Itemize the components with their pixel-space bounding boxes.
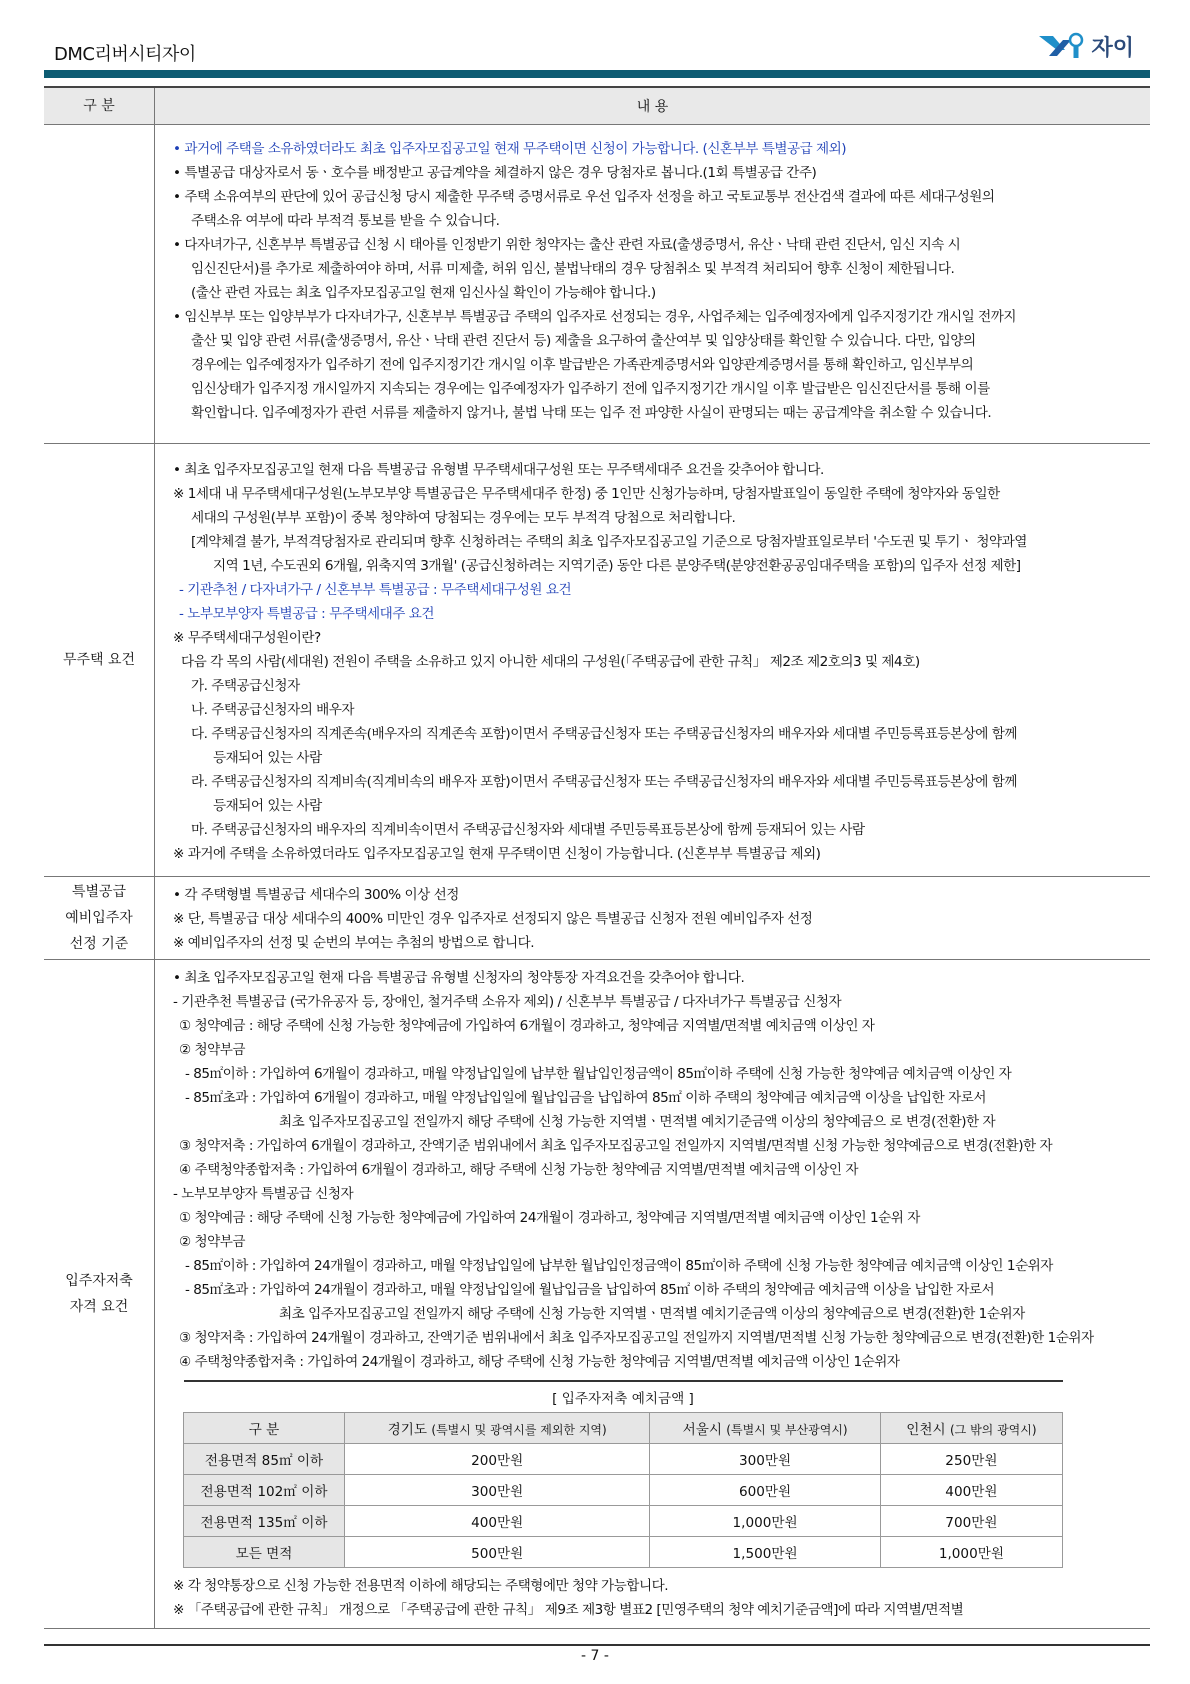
label-line: 특별공급	[71, 884, 127, 900]
text-line: 세대의 구성원(부부 포함)이 중복 청약하여 당첨되는 경우에는 모두 부적격 당첨으로 처리합니다.	[191, 510, 736, 526]
section-nohouse-row	[44, 444, 1150, 877]
header-bar	[44, 70, 1150, 78]
deposit-col-category: 구 분	[184, 1413, 345, 1444]
deposit-table-title: [ 입주자저축 예치금액 ]	[184, 1381, 1063, 1413]
text-line: 지역 1년, 수도권외 6개월, 위축지역 3개월' (공급신청하려는 지역기준) 동안 다른 분양주택(분양전환공공임대주택을 포함)의 입주자 선정 제한]	[213, 558, 1021, 574]
text-line: 임신진단서)를 추가로 제출하여야 하며, 서류 미제출, 허위 임신, 불법낙태의 경우 당첨취소 및 부적격 처리되어 향후 신청이 제한됩니다.	[191, 261, 955, 277]
section-savings-label	[44, 960, 155, 1629]
cell-value: 300만원	[650, 1444, 880, 1475]
text-line: - 기관추천 특별공급 (국가유공자 등, 장애인, 철거주택 소유자 제외) / 신혼부부 특별공급 / 다자녀가구 특별공급 신청자	[173, 994, 842, 1010]
text-line: ※ 1세대 내 무주택세대구성원(노부모부양 특별공급은 무주택세대주 한정) 중 1인만 신청가능하며, 당첨자발표일이 동일한 주택에 청약자와 동일한	[173, 486, 1000, 502]
row-label: 모든 면적	[184, 1537, 345, 1568]
section-reserve-content	[155, 877, 1151, 960]
text-line: • 최초 입주자모집공고일 현재 다음 특별공급 유형별 무주택세대구성원 또는 무주택세대주 요건을 갖추어야 합니다.	[173, 462, 824, 478]
section-top-row	[44, 125, 1150, 444]
text-line: - 85㎡이하 : 가입하여 6개월이 경과하고, 매월 약정납입일에 납부한 월납입인정금액이 85㎡이하 주택에 신청 가능한 청약예금 예치금액 이상인 자	[185, 1066, 1012, 1082]
text-line: ③ 청약저축 : 가입하여 24개월이 경과하고, 잔액기준 범위내에서 최초 입주자모집공고일 전일까지 지역별/면적별 신청 가능한 청약예금으로 변경(전환)한 1순위자	[179, 1330, 1094, 1346]
xi-logo-icon	[1035, 30, 1085, 62]
label-line: 선정 기준	[69, 936, 129, 952]
text-line: ※ 무주택세대구성원이란?	[173, 630, 321, 646]
col-sub: (그 밖의 광역시)	[950, 1423, 1037, 1437]
text-line: 출산 및 입양 관련 서류(출생증명서, 유산ㆍ낙태 관련 진단서 등) 제출을 요구하여 출산여부 및 입양상태를 확인할 수 있습니다. 다만, 입양의	[191, 333, 976, 349]
section-nohouse-content	[155, 444, 1151, 877]
table-row	[184, 1475, 1063, 1506]
text-line: ※ 과거에 주택을 소유하였더라도 입주자모집공고일 현재 무주택이면 신청이 가능합니다. (신혼부부 특별공급 제외)	[173, 846, 821, 862]
header-category: 구 분	[44, 87, 155, 125]
text-line: 임신상태가 입주지정 개시일까지 지속되는 경우에는 입주예정자가 입주하기 전에 입주지정기간 개시일 이후 발급받은 임신진단서를 통해 이를	[191, 381, 990, 397]
text-line: • 다자녀가구, 신혼부부 특별공급 신청 시 태아를 인정받기 위한 청약자는 출산 관련 자료(출생증명서, 유산ㆍ낙태 관련 진단서, 임신 지속 시	[173, 237, 961, 253]
header-content: 내 용	[155, 87, 1151, 125]
text-line: 가. 주택공급신청자	[191, 678, 300, 694]
cell-value: 700만원	[880, 1506, 1062, 1537]
text-line: • 특별공급 대상자로서 동ㆍ호수를 배정받고 공급계약을 체결하지 않은 경우 당첨자로 봅니다.(1회 특별공급 간주)	[173, 165, 817, 181]
text-line: 등재되어 있는 사람	[213, 798, 322, 814]
deposit-table	[183, 1380, 1063, 1568]
text-line: - 85㎡이하 : 가입하여 24개월이 경과하고, 매월 약정납입일에 납부한 월납입인정금액이 85㎡이하 주택에 신청 가능한 청약예금 예치금액 이상인 1순위자	[185, 1258, 1053, 1274]
cell-value: 300만원	[345, 1475, 650, 1506]
section-top-label	[44, 125, 155, 444]
cell-value: 200만원	[345, 1444, 650, 1475]
cell-value: 600만원	[650, 1475, 880, 1506]
text-line: [계약체결 불가, 부적격당첨자로 관리되며 향후 신청하려는 주택의 최초 입주자모집공고일 기준으로 당첨자발표일로부터 '수도권 및 투기ㆍ 청약과열	[191, 534, 1027, 550]
text-line: • 임신부부 또는 입양부부가 다자녀가구, 신혼부부 특별공급 주택의 입주자로 선정되는 경우, 사업주체는 입주예정자에게 입주지정기간 개시일 전까지	[173, 309, 1016, 325]
cell-value: 1,000만원	[650, 1506, 880, 1537]
text-line: • 최초 입주자모집공고일 현재 다음 특별공급 유형별 신청자의 청약통장 자격요건을 갖추어야 합니다.	[173, 970, 745, 986]
section-savings-row	[44, 960, 1150, 1629]
logo-text: 자이	[1091, 35, 1134, 61]
col-main: 경기도	[387, 1422, 428, 1438]
col-main: 서울시	[682, 1422, 722, 1438]
text-line: - 기관추천 / 다자녀가구 / 신혼부부 특별공급 : 무주택세대구성원 요건	[179, 582, 572, 598]
page-number: - 7 -	[581, 1648, 609, 1664]
cell-value: 500만원	[345, 1537, 650, 1568]
cell-value: 400만원	[345, 1506, 650, 1537]
text-line: ① 청약예금 : 해당 주택에 신청 가능한 청약예금에 가입하여 24개월이 경과하고, 청약예금 지역별/면적별 예치금액 이상인 1순위 자	[179, 1210, 920, 1226]
deposit-col-incheon	[880, 1413, 1062, 1444]
text-line: 주택소유 여부에 따라 부적격 통보를 받을 수 있습니다.	[191, 213, 500, 229]
page-header	[44, 30, 1150, 70]
text-line: ③ 청약저축 : 가입하여 6개월이 경과하고, 잔액기준 범위내에서 최초 입주자모집공고일 전일까지 지역별/면적별 신청 가능한 청약예금으로 변경(전환)한 자	[179, 1138, 1053, 1154]
text-line: 다. 주택공급신청자의 직계존속(배우자의 직계존속 포함)이면서 주택공급신청자 또는 주택공급신청자의 배우자와 세대별 주민등록표등본상에 함께	[191, 726, 1017, 742]
deposit-table-title-row	[184, 1381, 1063, 1413]
section-top-content	[155, 125, 1151, 444]
text-line: (출산 관련 자료는 최초 입주자모집공고일 현재 임신사실 확인이 가능해야 합니다.)	[191, 285, 656, 301]
footer-divider	[44, 1644, 1150, 1646]
text-line: ※ 단, 특별공급 대상 세대수의 400% 미만인 경우 입주자로 선정되지 않은 특별공급 신청자 전원 예비입주자 선정	[173, 911, 813, 927]
text-line: - 노부모부양자 특별공급 : 무주택세대주 요건	[179, 606, 434, 622]
table-row	[184, 1537, 1063, 1568]
text-line: • 주택 소유여부의 판단에 있어 공급신청 당시 제출한 무주택 증명서류로 우선 입주자 선정을 하고 국토교통부 전산검색 결과에 따른 세대구성원의	[173, 189, 995, 205]
deposit-col-seoul	[650, 1413, 880, 1444]
text-line: 라. 주택공급신청자의 직계비속(직계비속의 배우자 포함)이면서 주택공급신청자 또는 주택공급신청자의 배우자와 세대별 주민등록표등본상에 함께	[191, 774, 1017, 790]
table-header-row	[44, 87, 1150, 125]
cell-value: 1,000만원	[880, 1537, 1062, 1568]
text-line: ④ 주택청약종합저축 : 가입하여 24개월이 경과하고, 해당 주택에 신청 가능한 청약예금 지역별/면적별 예치금액 이상인 1순위자	[179, 1354, 900, 1370]
text-line: ① 청약예금 : 해당 주택에 신청 가능한 청약예금에 가입하여 6개월이 경과하고, 청약예금 지역별/면적별 예치금액 이상인 자	[179, 1018, 875, 1034]
row-label: 전용면적 85㎡ 이하	[184, 1444, 345, 1475]
text-line: - 노부모부양자 특별공급 신청자	[173, 1186, 354, 1202]
cell-value: 1,500만원	[650, 1537, 880, 1568]
text-line: 나. 주택공급신청자의 배우자	[191, 702, 355, 718]
col-sub: (특별시 및 광역시를 제외한 지역)	[431, 1423, 607, 1437]
text-line: 경우에는 입주예정자가 입주하기 전에 입주지정기간 개시일 이후 발급받은 가족관계증명서와 입양관계증명서를 통해 확인하고, 임신부부의	[191, 357, 974, 373]
text-line: ② 청약부금	[179, 1234, 246, 1250]
note-line: ※ 각 청약통장으로 신청 가능한 전용면적 이하에 해당되는 주택형에만 청약 가능합니다.	[173, 1578, 669, 1594]
cell-value: 400만원	[880, 1475, 1062, 1506]
section-reserve-row	[44, 877, 1150, 960]
content-table	[44, 86, 1150, 1629]
text-line: 다음 각 목의 사람(세대원) 전원이 주택을 소유하고 있지 아니한 세대의 구성원(「주택공급에 관한 규칙」 제2조 제2호의3 및 제4호)	[181, 654, 920, 670]
section-nohouse-label: 무주택 요건	[44, 444, 155, 877]
note-line: ※ 「주택공급에 관한 규칙」 개정으로 「주택공급에 관한 규칙」 제9조 제3항 별표2 [민영주택의 청약 예치기준금액]에 따라 지역별/면적별	[173, 1602, 964, 1618]
text-line: 최초 입주자모집공고일 전일까지 해당 주택에 신청 가능한 지역별ㆍ면적별 예치기준금액 이상의 청약예금으 로 변경(전환)한 자	[279, 1114, 996, 1130]
text-line: - 85㎡초과 : 가입하여 24개월이 경과하고, 매월 약정납입일에 월납입금을 납입하여 85㎡ 이하 주택의 청약예금 예치금액 이상을 납입한 자로서	[185, 1282, 995, 1298]
row-label: 전용면적 102㎡ 이하	[184, 1475, 345, 1506]
text-line: ※ 예비입주자의 선정 및 순번의 부여는 추첨의 방법으로 합니다.	[173, 935, 535, 951]
text-line: • 각 주택형별 특별공급 세대수의 300% 이상 선정	[173, 887, 459, 903]
text-line: 확인합니다. 입주예정자가 관련 서류를 제출하지 않거나, 불법 낙태 또는 입주 전 파양한 사실이 판명되는 때는 공급계약을 취소할 수 있습니다.	[191, 405, 992, 421]
text-line: 등재되어 있는 사람	[213, 750, 322, 766]
label-line: 예비입주자	[65, 910, 133, 926]
col-main: 인천시	[906, 1422, 946, 1438]
col-sub: (특별시 및 부산광역시)	[726, 1423, 848, 1437]
label-line: 자격 요건	[69, 1299, 129, 1315]
table-row	[184, 1506, 1063, 1537]
cell-value: 250만원	[880, 1444, 1062, 1475]
row-label: 전용면적 135㎡ 이하	[184, 1506, 345, 1537]
section-savings-content	[155, 960, 1151, 1629]
text-line: • 과거에 주택을 소유하였더라도 최초 입주자모집공고일 현재 무주택이면 신청이 가능합니다. (신혼부부 특별공급 제외)	[173, 141, 847, 157]
brand-logo	[1035, 30, 1134, 62]
deposit-table-header	[184, 1413, 1063, 1444]
document-title: DMC리버시티자이	[54, 44, 196, 65]
text-line: 최초 입주자모집공고일 전일까지 해당 주택에 신청 가능한 지역별ㆍ면적별 예치기준금액 이상의 청약예금으로 변경(전환)한 1순위자	[279, 1306, 1025, 1322]
label-line: 입주자저축	[65, 1273, 133, 1289]
text-line: ④ 주택청약종합저축 : 가입하여 6개월이 경과하고, 해당 주택에 신청 가능한 청약예금 지역별/면적별 예치금액 이상인 자	[179, 1162, 858, 1178]
deposit-col-gyeonggi	[345, 1413, 650, 1444]
section-reserve-label	[44, 877, 155, 960]
text-line: ② 청약부금	[179, 1042, 246, 1058]
text-line: - 85㎡초과 : 가입하여 6개월이 경과하고, 매월 약정납입일에 월납입금을 납입하여 85㎡ 이하 주택의 청약예금 예치금액 이상을 납입한 자로서	[185, 1090, 987, 1106]
table-row	[184, 1444, 1063, 1475]
text-line: 마. 주택공급신청자의 배우자의 직계비속이면서 주택공급신청자와 세대별 주민등록표등본상에 함께 등재되어 있는 사람	[191, 822, 865, 838]
